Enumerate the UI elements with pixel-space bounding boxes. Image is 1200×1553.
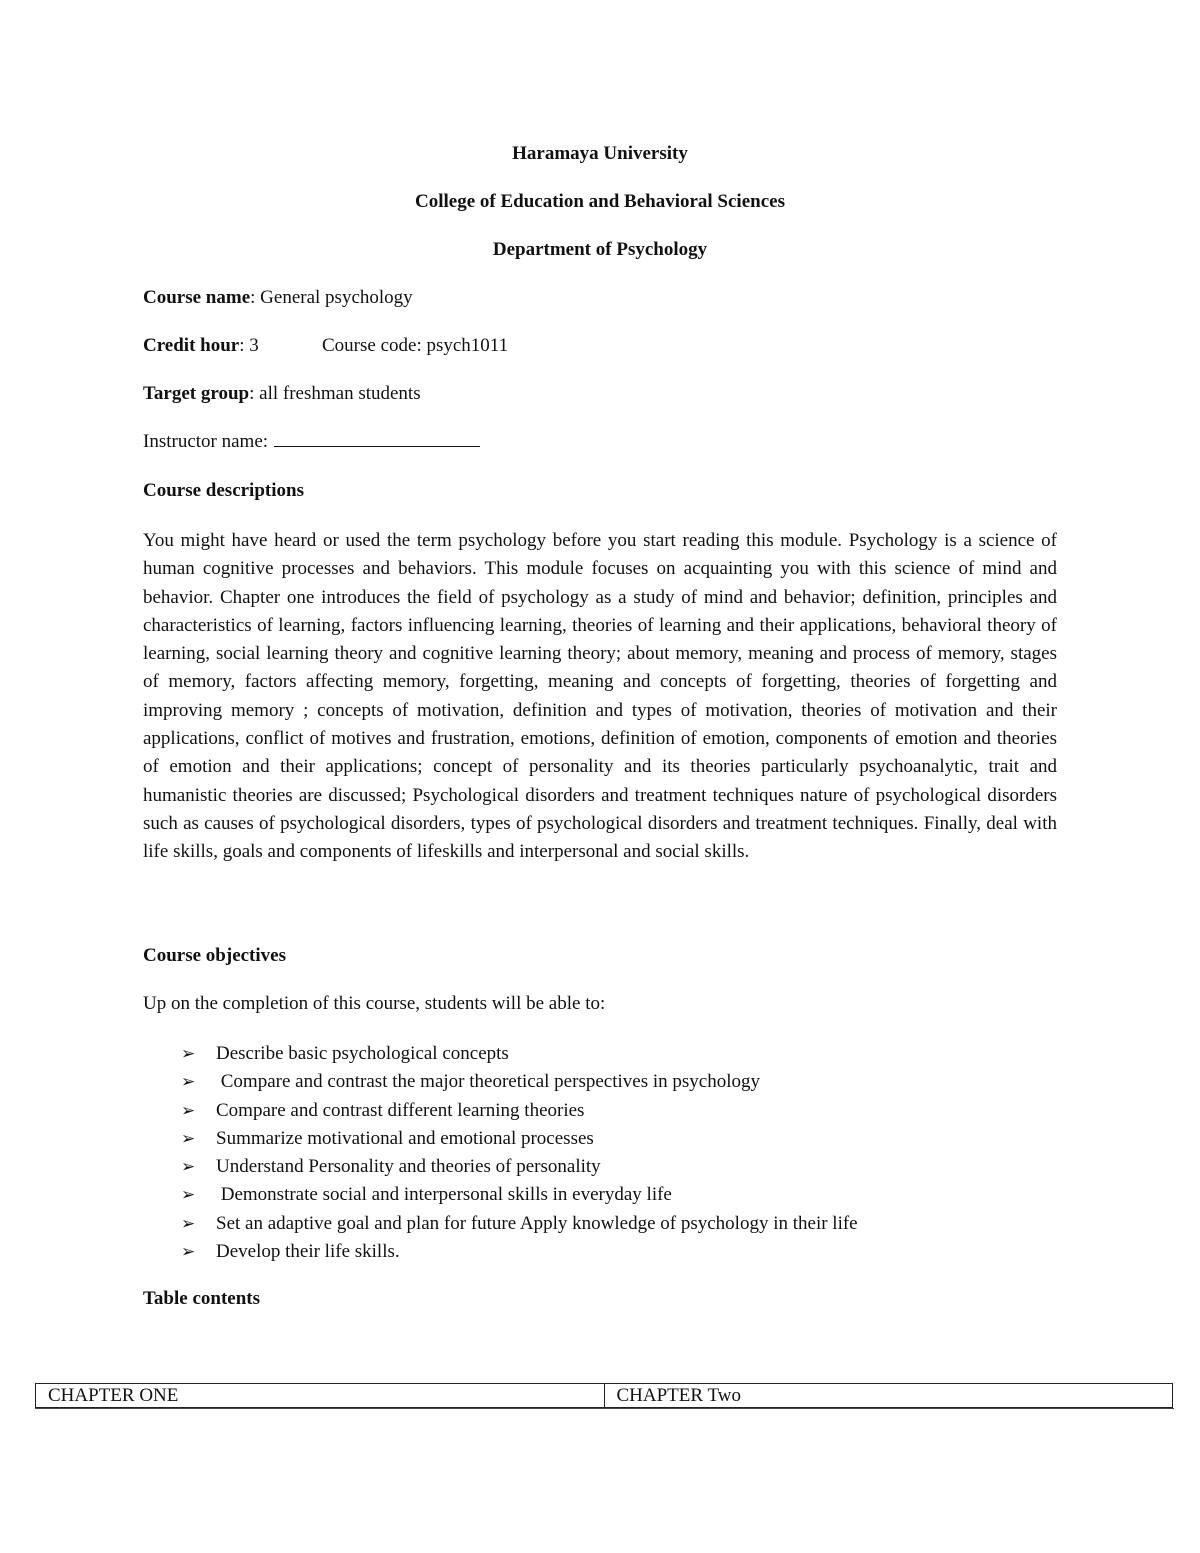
list-item <box>181 1040 858 1068</box>
instructor-blank <box>274 432 480 447</box>
college-title: College of Education and Behavioral Sciences <box>415 191 785 212</box>
objectives-heading: Course objectives <box>143 945 286 966</box>
credit-hour-line <box>143 335 509 357</box>
credit-hour-value: : 3 <box>239 335 259 356</box>
arrow-bullet-icon: ➢ <box>181 1100 196 1121</box>
list-item <box>181 1153 858 1181</box>
objectives-list <box>181 1040 858 1266</box>
toc-cell-chapter-two: CHAPTER Two <box>604 1384 1173 1407</box>
toc-table <box>35 1383 1173 1408</box>
instructor-label: Instructor name: <box>143 431 269 452</box>
objectives-intro: Up on the completion of this course, students will be able to: <box>143 993 606 1014</box>
descriptions-heading: Course descriptions <box>143 480 304 501</box>
objective-text: Summarize motivational and emotional processes <box>216 1127 594 1149</box>
university-title: Haramaya University <box>512 143 688 164</box>
objective-text: Understand Personality and theories of personality <box>216 1156 601 1178</box>
list-item <box>181 1210 858 1238</box>
course-name-line <box>143 287 413 309</box>
arrow-bullet-icon: ➢ <box>181 1185 196 1206</box>
target-group-value: : all freshman students <box>249 383 421 404</box>
arrow-bullet-icon: ➢ <box>181 1072 196 1093</box>
objective-text: Set an adaptive goal and plan for future Apply knowledge of psychology in their life <box>216 1212 858 1234</box>
list-item <box>181 1097 858 1125</box>
objective-text: Compare and contrast the major theoretical perspectives in psychology <box>216 1071 760 1093</box>
list-item <box>181 1181 858 1209</box>
instructor-line <box>143 431 480 453</box>
arrow-bullet-icon: ➢ <box>181 1044 196 1064</box>
target-group-line <box>143 383 421 405</box>
arrow-bullet-icon: ➢ <box>181 1213 196 1234</box>
objective-text: Demonstrate social and interpersonal skills in everyday life <box>216 1184 672 1206</box>
objective-text: Compare and contrast different learning theories <box>216 1099 585 1121</box>
descriptions-paragraph: You might have heard or used the term psychology before you start reading this module. Psychology is a science of human cognitive processes and behaviors. This module focuses on acquainting you with this science of mind and behavior. Chapter one introduces the field of psychology as a study of mind and behavior; definition, principles and characteristics of learning, factors influencing learning, theories of learning and their applications, behavioral theory of learning, social learning theory and cognitive learning theory; about memory, meaning and process of memory, stages of memory, factors affecting memory, forgetting, meaning and concepts of forgetting, theories of forgetting and improving memory ; concepts of motivation, definition and types of motivation, theories of motivation and their applications, conflict of motives and frustration, emotions, definition of emotion, components of emotion and theories of emotion and their applications; concept of personality and its theories particularly psychoanalytic, trait and humanistic theories are discussed; Psychological disorders and treatment techniques nature of psychological disorders such as causes of psychological disorders, types of psychological disorders and treatment techniques. Finally, deal with life skills, goals and components of lifeskills and interpersonal and social skills. <box>143 530 1057 863</box>
arrow-bullet-icon: ➢ <box>181 1242 196 1263</box>
arrow-bullet-icon: ➢ <box>181 1157 196 1178</box>
course-name-label: Course name <box>143 287 251 308</box>
list-item <box>181 1068 858 1096</box>
credit-hour-label: Credit hour <box>143 335 240 356</box>
department-title: Department of Psychology <box>492 239 708 260</box>
arrow-bullet-icon: ➢ <box>181 1128 196 1149</box>
target-group-label: Target group <box>143 383 250 404</box>
objective-text: Describe basic psychological concepts <box>216 1043 509 1064</box>
list-item <box>181 1238 858 1266</box>
toc-heading: Table contents <box>143 1288 261 1309</box>
course-name-value: : General psychology <box>250 287 413 308</box>
course-code: Course code: psych1011 <box>322 335 509 356</box>
list-item <box>181 1125 858 1153</box>
objective-text: Develop their life skills. <box>216 1241 400 1263</box>
toc-cell-chapter-one: CHAPTER ONE <box>48 1385 179 1406</box>
